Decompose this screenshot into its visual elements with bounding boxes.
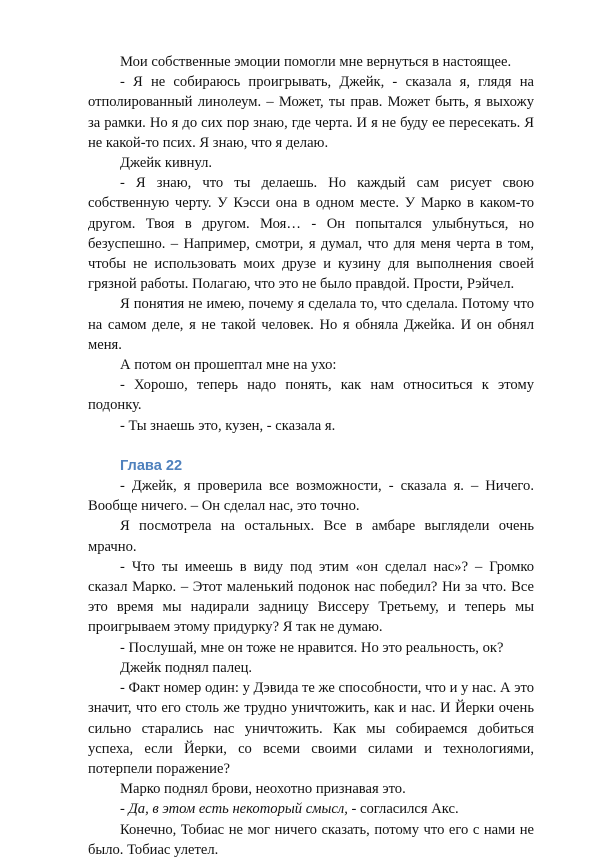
paragraph: Я посмотрела на остальных. Все в амбаре выглядели очень мрачно. [88,518,534,555]
document-page [88,52,534,860]
paragraph: - Факт номер один: у Дэвида те же способности, что и у нас. А это значит, что его столь же трудно уничтожить, как и нас. И Йерки очень сильно старались нас уничтожить. Как мы собираемся добиться успеха, если Йерки, со всеми своими силами и технологиями, потерпели поражение? [88,680,534,777]
paragraph: - Я не собираюсь проигрывать, Джейк, - сказала я, глядя на отполированный линолеум. – Может, ты прав. Может быть, я выхожу за рамки. Но я до сих пор знаю, где черта. И я не буду ее пересекать. Я не какой-то псих. Я знаю, что я делаю. [88,74,534,151]
paragraph-italic-quote [88,799,534,819]
paragraph: Марко поднял брови, неохотно признавая это. [120,781,406,798]
paragraph: - Ты знаешь это, кузен, - сказала я. [120,417,336,434]
paragraph: Я понятия не имею, почему я сделала то, что сделала. Потому что на самом деле, я не такой человек. Но я обняла Джейка. И он обнял меня. [88,296,534,353]
paragraph: Конечно, Тобиас не мог ничего сказать, потому что его с нами не было. Тобиас улетел. [88,821,534,858]
paragraph: - Что ты имеешь в виду под этим «он сделал нас»? – Громко сказал Марко. – Этот маленький подонок нас победил? Ни за что. Все это время мы надирали задницу Виссеру Третьему, и теперь мы проигрываем этому придурку? Я так не думаю. [88,558,534,636]
paragraph: - Послушай, мне он тоже не нравится. Но это реальность, ок? [120,639,504,656]
quote-attribution: - согласился Акс. [347,801,459,818]
paragraph: - Джейк, я проверила все возможности, - сказала я. – Ничего. Вообще ничего. – Он сделал нас, это точно. [88,478,534,515]
paragraph: - Хорошо, теперь надо понять, как нам относиться к этому подонку. [88,377,534,414]
paragraph: А потом он прошептал мне на ухо: [120,357,337,374]
paragraph: - Я знаю, что ты делаешь. Но каждый сам рисует свою собственную черту. У Кэсси она в одном месте. У Марко в каком-то другом. Твоя в другом. Моя… - Он попытался улыбнуться, но безуспешно. – Например, смотри, я думал, что для меня черта в том, чтобы не использовать моих друзе и кузину для выполнения своей грязной работы. Полагаю, что это не было правдой. Прости, Рэйчел. [88,175,534,293]
chapter-heading: Глава 22 [120,457,183,474]
paragraph: Джейк кивнул. [120,155,213,172]
paragraph: Джейк поднял палец. [120,659,253,676]
paragraph: Мои собственные эмоции помогли мне вернуться в настоящее. [120,54,512,70]
italic-quote-text: - Да, в этом есть некоторый смысл, [120,801,348,818]
